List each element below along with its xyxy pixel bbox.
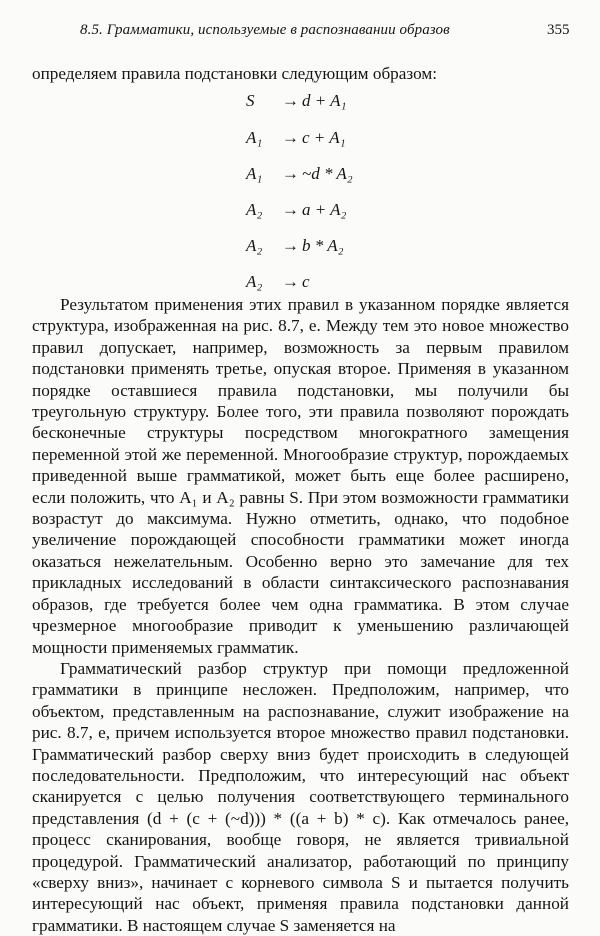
body-text <box>32 294 569 936</box>
rule-arrow: → <box>282 200 299 219</box>
rule-lhs: A₂ <box>246 236 263 255</box>
intro-line: определяем правила подстановки следующим образом: <box>32 64 438 83</box>
page-number: 355 <box>547 22 570 38</box>
production-rule <box>246 128 346 154</box>
running-header <box>0 22 600 46</box>
rule-lhs: S <box>246 91 255 110</box>
production-rule <box>246 236 344 262</box>
rule-rhs: c <box>302 272 310 291</box>
rule-rhs: d + A₁ <box>302 91 347 110</box>
production-rules <box>0 91 600 291</box>
production-rule <box>246 91 346 117</box>
rule-lhs: A₂ <box>246 272 263 291</box>
running-title: 8.5. Грамматики, используемые в распознавании образов <box>80 22 450 38</box>
paragraph: Грамматический разбор структур при помощи предложенной грамматики в принципе несложен. Предположим, например, что объектом, представленным на распознавание, служит изображение на рис. 8.7, е, причем используется второе множество правил подстановки. Грамматический разбор сверху вниз будет происходить в следующей последовательности. Предположим, что интересующий нас объект сканируется с целью получения соответствующего терминального представления (d + (c + (~d))) * ((a + b) * c). Как отмечалось ранее, процесс сканирования, вообще говоря, не является тривиальной процедурой. Грамматический анализатор, работающий по принципу «сверху вниз», начинает с корневого символа S и пытается получить интересующий нас объект, применяя правила подстановки данной грамматики. В настоящем случае S заменяется на <box>32 658 569 935</box>
intro-line-block <box>32 63 569 84</box>
rule-rhs: a + A₂ <box>302 200 347 219</box>
production-rule <box>246 164 353 190</box>
rule-arrow: → <box>282 164 299 183</box>
rule-rhs: c + A₁ <box>302 128 346 147</box>
rule-arrow: → <box>282 91 299 110</box>
production-rule <box>246 200 346 226</box>
rule-arrow: → <box>282 236 299 255</box>
rule-lhs: A₂ <box>246 200 263 219</box>
rule-rhs: b * A₂ <box>302 236 344 255</box>
rule-arrow: → <box>282 272 299 291</box>
paragraph: Результатом применения этих правил в указанном порядке является структура, изображенная на рис. 8.7, е. Между тем это новое множество правил допускает, например, возможность за первым правилом подстановки применять третье, опуская второе. Применяя в указанном порядке оставшиеся правила подстановки, мы получили бы треугольную структуру. Более того, эти правила позволяют порождать бесконечные структуры посредством многократного замещения переменной этой же переменной. Многообразие структур, порождаемых приведенной выше грамматикой, может быть еще более расширено, если положить, что A₁ и A₂ равны S. При этом возможности грамматики возрастут до максимума. Нужно отметить, однако, что подобное увеличение порождающей способности грамматики может иногда оказаться нежелательным. Особенно верно это замечание для тех прикладных исследований в области синтаксического распознавания образов, где требуется более чем одна грамматика. В этом случае чрезмерное многообразие приводит к уменьшению различающей мощности применяемых грамматик. <box>32 295 569 657</box>
rule-rhs: ~d * A₂ <box>302 164 353 183</box>
rule-arrow: → <box>282 128 299 147</box>
rule-lhs: A₁ <box>246 164 263 183</box>
rule-lhs: A₁ <box>246 128 263 147</box>
